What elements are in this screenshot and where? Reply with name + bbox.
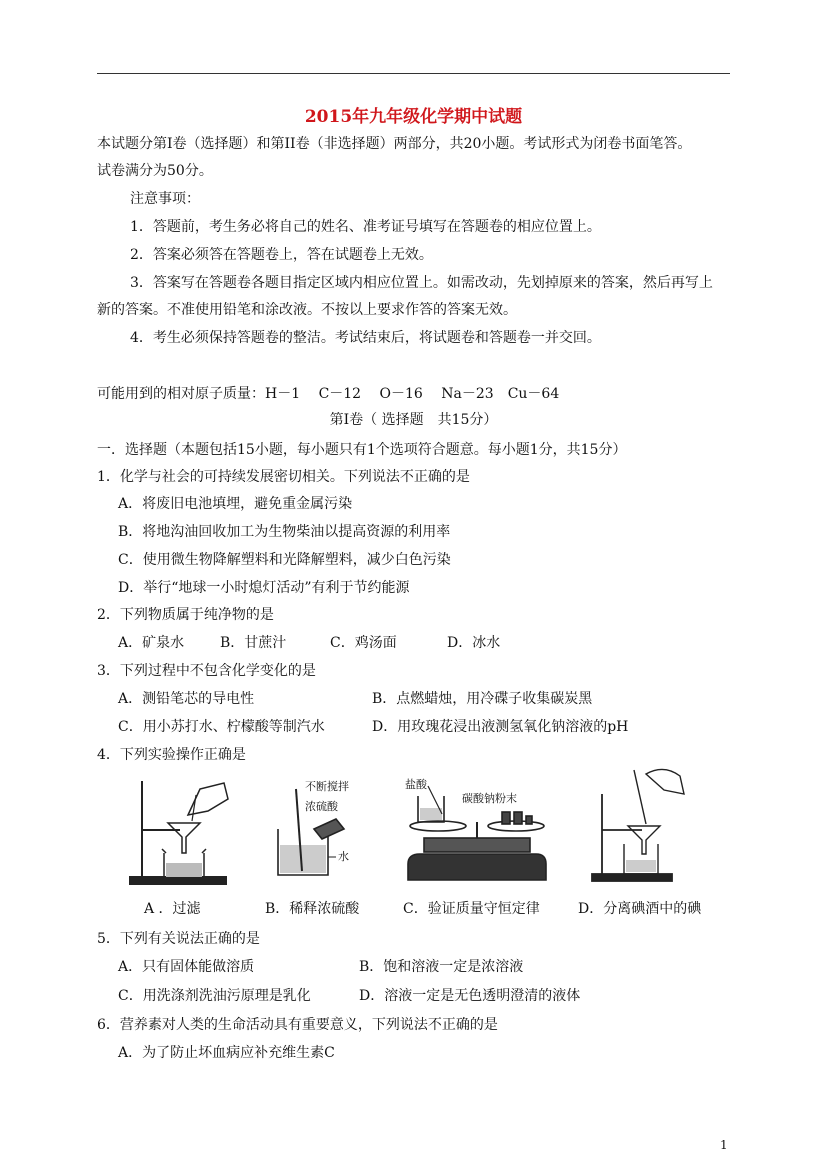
question-4-option-c: C．验证质量守恒定律 — [403, 901, 540, 917]
question-5-stem: 5．下列有关说法正确的是 — [97, 931, 260, 947]
note-3-continued: 新的答案。不准使用铅笔和涂改液。不按以上要求作答的答案无效。 — [97, 302, 517, 318]
dilution-label-acid: 浓硫酸 — [305, 800, 338, 813]
question-3-option-b: B．点燃蜡烛，用冷碟子收集碳炭黑 — [372, 691, 593, 707]
question-3-option-a: A．测铅笔芯的导电性 — [118, 691, 255, 707]
intro-line-1: 本试题分第Ⅰ卷（选择题）和第II卷（非选择题）两部分，共20小题。考试形式为闭卷书面笔答。 — [97, 136, 692, 152]
page-number: 1 — [720, 1138, 728, 1152]
note-1: 1．答题前，考生务必将自己的姓名、准考证号填写在答题卷的相应位置上。 — [130, 219, 601, 235]
question-4-stem: 4．下列实验操作正确是 — [97, 747, 246, 763]
dilution-label-stir: 不断搅拌 — [305, 780, 349, 793]
question-5-option-a: A．只有固体能做溶质 — [118, 959, 255, 975]
question-4-option-d: D．分离碘酒中的碘 — [578, 901, 702, 917]
question-2-option-a: A．矿泉水 — [118, 635, 185, 651]
filtration-figure — [128, 775, 238, 890]
question-5-option-d: D．溶液一定是无色透明澄清的液体 — [359, 988, 581, 1004]
question-6-option-a: A．为了防止坏血病应补充维生素C — [118, 1045, 335, 1061]
question-2-option-d: D．冰水 — [447, 635, 501, 651]
question-4-option-a: A ．过滤 — [144, 901, 201, 917]
section-instruction: 一．选择题（本题包括15小题，每小题只有1个选项符合题意。每小题1分，共15分） — [97, 442, 627, 458]
iodine-separation-figure — [588, 764, 688, 886]
question-1-stem: 1．化学与社会的可持续发展密切相关。下列说法不正确的是 — [97, 469, 470, 485]
intro-line-2: 试卷满分为50分。 — [97, 163, 213, 179]
note-3: 3．答案写在答题卷各题目指定区域内相应位置上。如需改动，先划掉原来的答案，然后再写上 — [130, 275, 713, 291]
atomic-masses: 可能用到的相对原子质量：H－1 C－12 O－16 Na－23 Cu－64 — [97, 386, 560, 402]
question-2-stem: 2．下列物质属于纯净物的是 — [97, 607, 274, 623]
question-1-option-b: B．将地沟油回收加工为生物柴油以提高资源的利用率 — [118, 524, 451, 540]
question-5-option-b: B．饱和溶液一定是浓溶液 — [359, 959, 524, 975]
question-5-option-c: C．用洗涤剂洗油污原理是乳化 — [118, 988, 311, 1004]
dilution-label-water: 水 — [338, 850, 349, 863]
question-4-option-b: B．稀释浓硫酸 — [265, 901, 360, 917]
question-2-option-c: C．鸡汤面 — [330, 635, 397, 651]
balance-label-acid: 盐酸 — [405, 778, 427, 791]
question-1-option-c: C．使用微生物降解塑料和光降解塑料，减少白色污染 — [118, 552, 451, 568]
header-rule — [97, 73, 730, 74]
question-3-option-c: C．用小苏打水、柠檬酸等制汽水 — [118, 719, 325, 735]
question-6-stem: 6．营养素对人类的生命活动具有重要意义，下列说法不正确的是 — [97, 1017, 498, 1033]
note-2: 2．答案必须答在答题卷上，答在试题卷上无效。 — [130, 247, 433, 263]
question-3-stem: 3．下列过程中不包含化学变化的是 — [97, 663, 316, 679]
question-2-option-b: B．甘蔗汁 — [220, 635, 287, 651]
balance-label-powder: 碳酸钠粉末 — [462, 792, 517, 805]
question-1-option-d: D．举行“地球一小时熄灯活动”有利于节约能源 — [118, 580, 410, 596]
note-4: 4．考生必须保持答题卷的整洁。考试结束后，将试题卷和答题卷一并交回。 — [130, 330, 601, 346]
question-3-option-d: D．用玫瑰花浸出液测氢氧化钠溶液的pH — [372, 719, 629, 735]
page-title: 2015年九年级化学期中试题 — [304, 107, 523, 127]
notes-heading: 注意事项： — [130, 191, 200, 207]
section-heading: 第Ⅰ卷（ 选择题 共15分） — [329, 412, 498, 428]
question-1-option-a: A．将废旧电池填埋，避免重金属污染 — [118, 496, 353, 512]
